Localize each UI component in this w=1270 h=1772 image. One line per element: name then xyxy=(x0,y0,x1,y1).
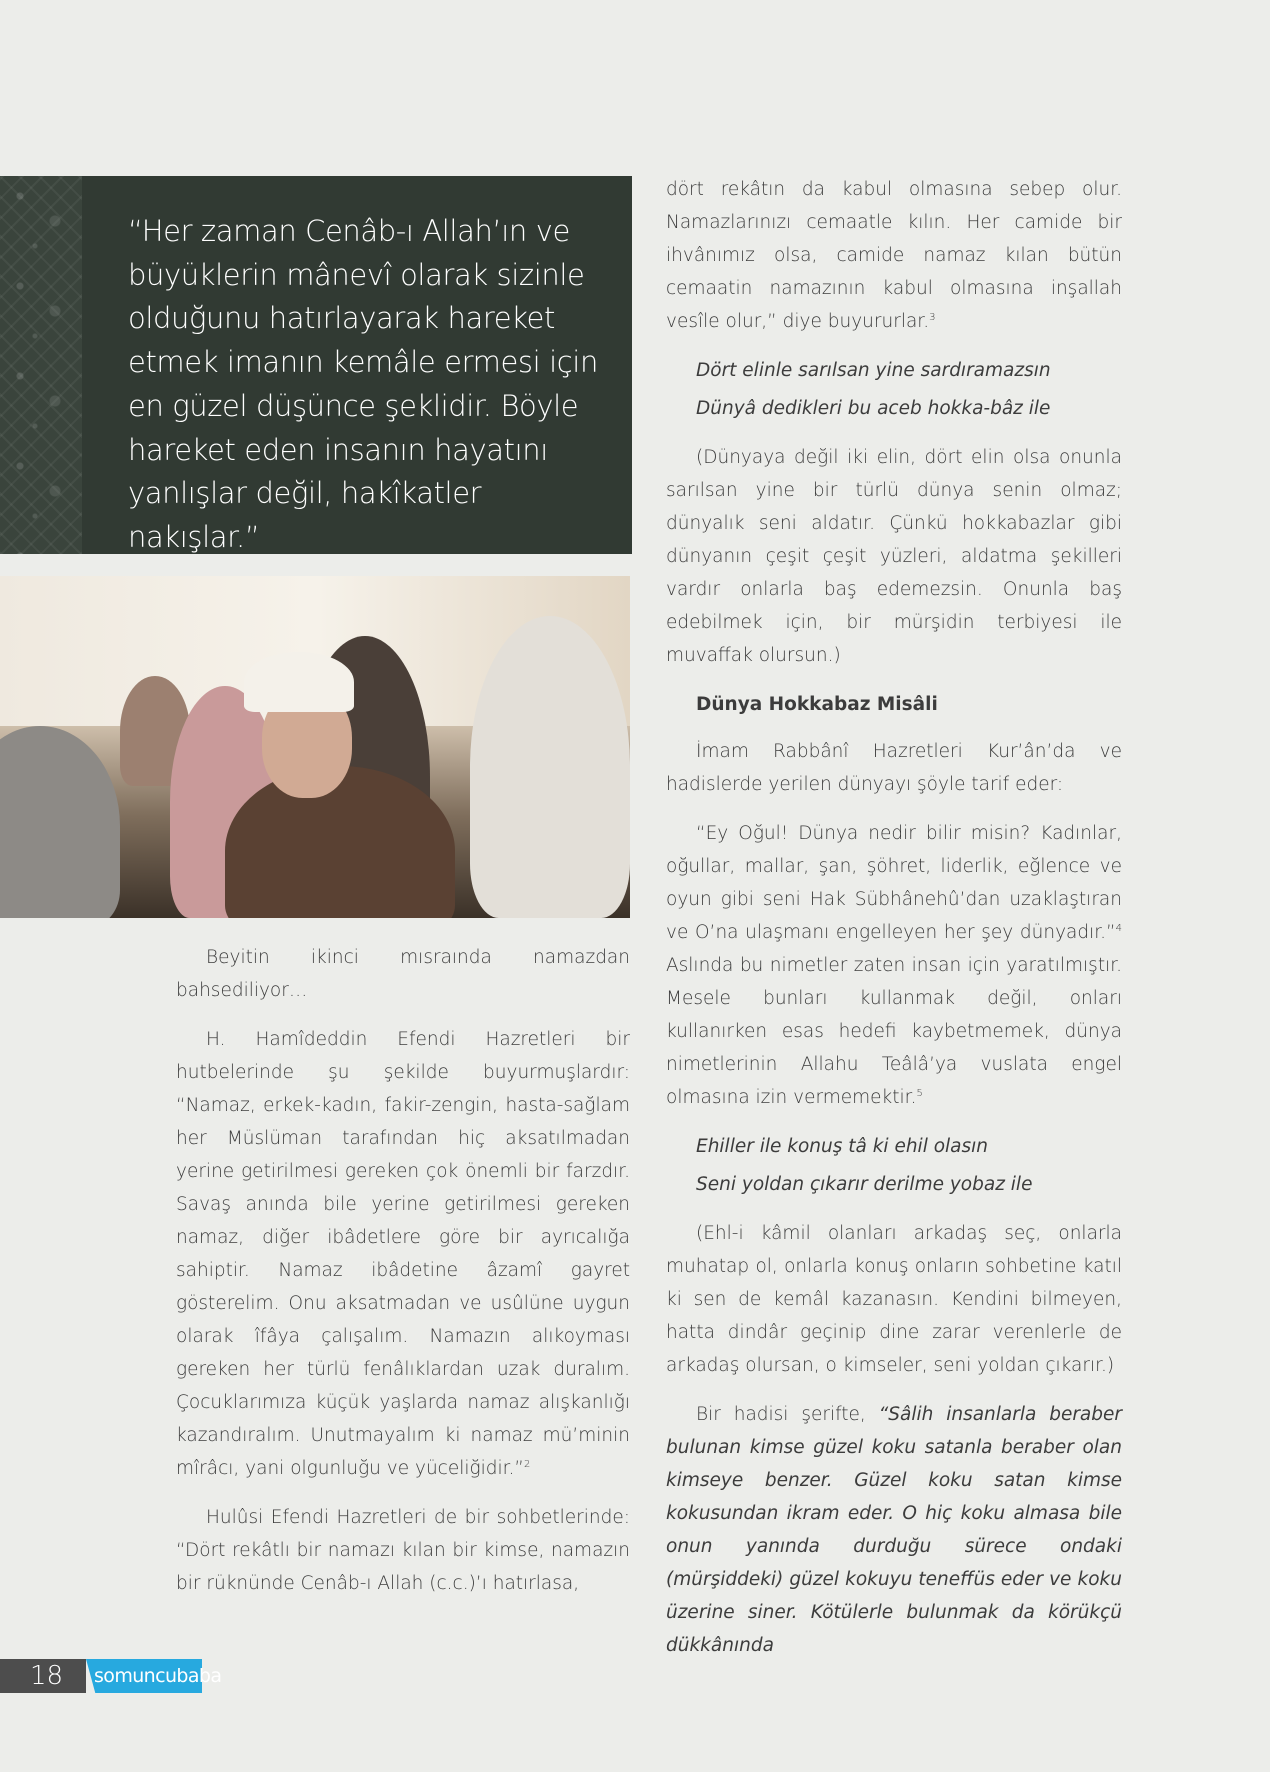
photo-figure-right-white xyxy=(470,616,630,918)
section-heading: Dünya Hokkabaz Misâli xyxy=(696,694,938,715)
photo-figure-foreground-left xyxy=(0,726,120,918)
page-number: 18 xyxy=(30,1661,64,1691)
footnote-ref: 3 xyxy=(929,311,936,323)
paragraph: dört rekâtın da kabul olmasına sebep olur. Namazlarınızı cemaatle kılın. Her camide bir ihvânımız olsa, camide namaz kılan bütün cemaatin namazının kabul olmasına inşallah vesîle olur,” diye buyururlar.$^3$ xyxy=(666,179,1122,332)
footnote-ref: 4 xyxy=(1115,922,1122,934)
photo-figure-white-cap xyxy=(244,652,354,712)
paragraph: Bir hadisi şerifte, “Sâlih insanlarla beraber bulunan kimse güzel koku satanla beraber olan kimseye benzer. Güzel koku satan kimse kokusundan ikram eder. O hiç koku almasa bile onun yanında durduğu sürece ondaki (mürşiddeki) güzel kokuyu teneffüs eder ve koku üzerine siner. Kötülerle bulunmak da körükçü dükkânında xyxy=(666,1404,1122,1656)
paragraph: (Ehl-i kâmil olanları arkadaş seç, onlarla muhatap ol, onlarla konuş onların sohbetine katıl ki sen de kemâl kazanasın. Kendini bilmeyen, hatta dindâr geçinip dine zarar verenlerle de arkadaş olursan, o kimseler, seni yoldan çıkarır.) xyxy=(666,1223,1122,1376)
paragraph: H. Hamîdeddin Efendi Hazretleri bir hutbelerinde şu şekilde buyurmuşlardır: “Namaz, erkek-kadın, fakir-zengin, hasta-sağlam her Müslüman tarafından hiç aksatılmadan yerine getirilmesi gereken çok önemli bir farzdır. Savaş anında bile yerine getirilmesi gereken namaz, diğer ibâdetlere göre bir ayrıcalığa sahiptir. Namaz ibâdetine âzamî gayret gösterelim. Onu aksatmadan ve usûlüne uygun olarak îfâya çalışalım. Namazın alıkoyması gereken her türlü fenâlıklardan uzak duralım. Çocuklarımıza küçük yaşlarda namaz alışkanlığı kazandıralım. Unutmayalım ki namaz mü’minin mîrâcı, yani olgunluğu ve yüceliğidir.”$^2$ xyxy=(176,1029,630,1479)
pull-quote-box xyxy=(0,176,632,554)
verse-line: Seni yoldan çıkarır derilme yobaz ile xyxy=(696,1174,1033,1195)
left-text-column xyxy=(176,941,630,1616)
pull-quote-text: “Her zaman Cenâb-ı Allah’ın ve büyüklerin mânevî olarak sizinle olduğunu hatırlayarak hareket etmek imanın kemâle ermesi için en güzel düşünce şeklidir. Böyle hareket eden insanın hayatını yanlışlar değil, hakîkatler nakışlar.” xyxy=(128,214,598,554)
brand-logo-text: somuncubaba xyxy=(94,1665,222,1687)
paragraph: (Dünyaya değil iki elin, dört elin olsa onunla sarılsan yine bir türlü dünya senin olmaz; dünyalık seni aldatır. Çünkü hokkabazlar gibi dünyanın çeşit çeşit yüzleri, aldatma şekilleri vardır onlarla baş edemezsin. Onunla baş edebilmek için, bir mürşidin terbiyesi ile muvaffak olursun.) xyxy=(666,447,1122,666)
paragraph: Hulûsi Efendi Hazretleri de bir sohbetlerinde: “Dört rekâtlı bir namazı kılan bir kimse, namazın bir rüknünde Cenâb-ı Allah (c.c.)’ı hatırlasa, xyxy=(176,1507,630,1594)
verse-line: Dünyâ dedikleri bu aceb hokka-bâz ile xyxy=(696,398,1051,419)
right-text-column xyxy=(666,173,1122,1678)
footnote-ref: 2 xyxy=(524,1458,531,1470)
paragraph: İmam Rabbânî Hazretleri Kur’ân’da ve hadislerde yerilen dünyayı şöyle tarif eder: xyxy=(666,741,1122,795)
floral-ornament-pattern xyxy=(0,176,82,554)
paragraph: Beyitin ikinci mısraında namazdan bahsediliyor… xyxy=(176,947,630,1001)
verse-line: Dört elinle sarılsan yine sardıramazsın xyxy=(696,360,1051,381)
mosque-congregation-photo xyxy=(0,576,630,918)
paragraph: “Ey Oğul! Dünya nedir bilir misin? Kadınlar, oğullar, mallar, şan, şöhret, liderlik, eğlence ve oyun gibi seni Hak Sübhânehû’dan uzaklaştıran ve O’na ulaşmanı engelleyen her şey dünyadır.”$^4$ Aslında bu nimetler zaten insan için yaratılmıştır. Mesele bunları kullanmak değil, onları kullanırken esas hedefi kaybetmemek, dünya nimetlerinin Allahu Teâlâ’ya vuslata engel olmasına izin vermemektir.$^5$ xyxy=(666,823,1122,1108)
footnote-ref: 5 xyxy=(916,1087,923,1099)
verse-line: Ehiller ile konuş tâ ki ehil olasın xyxy=(696,1136,989,1157)
